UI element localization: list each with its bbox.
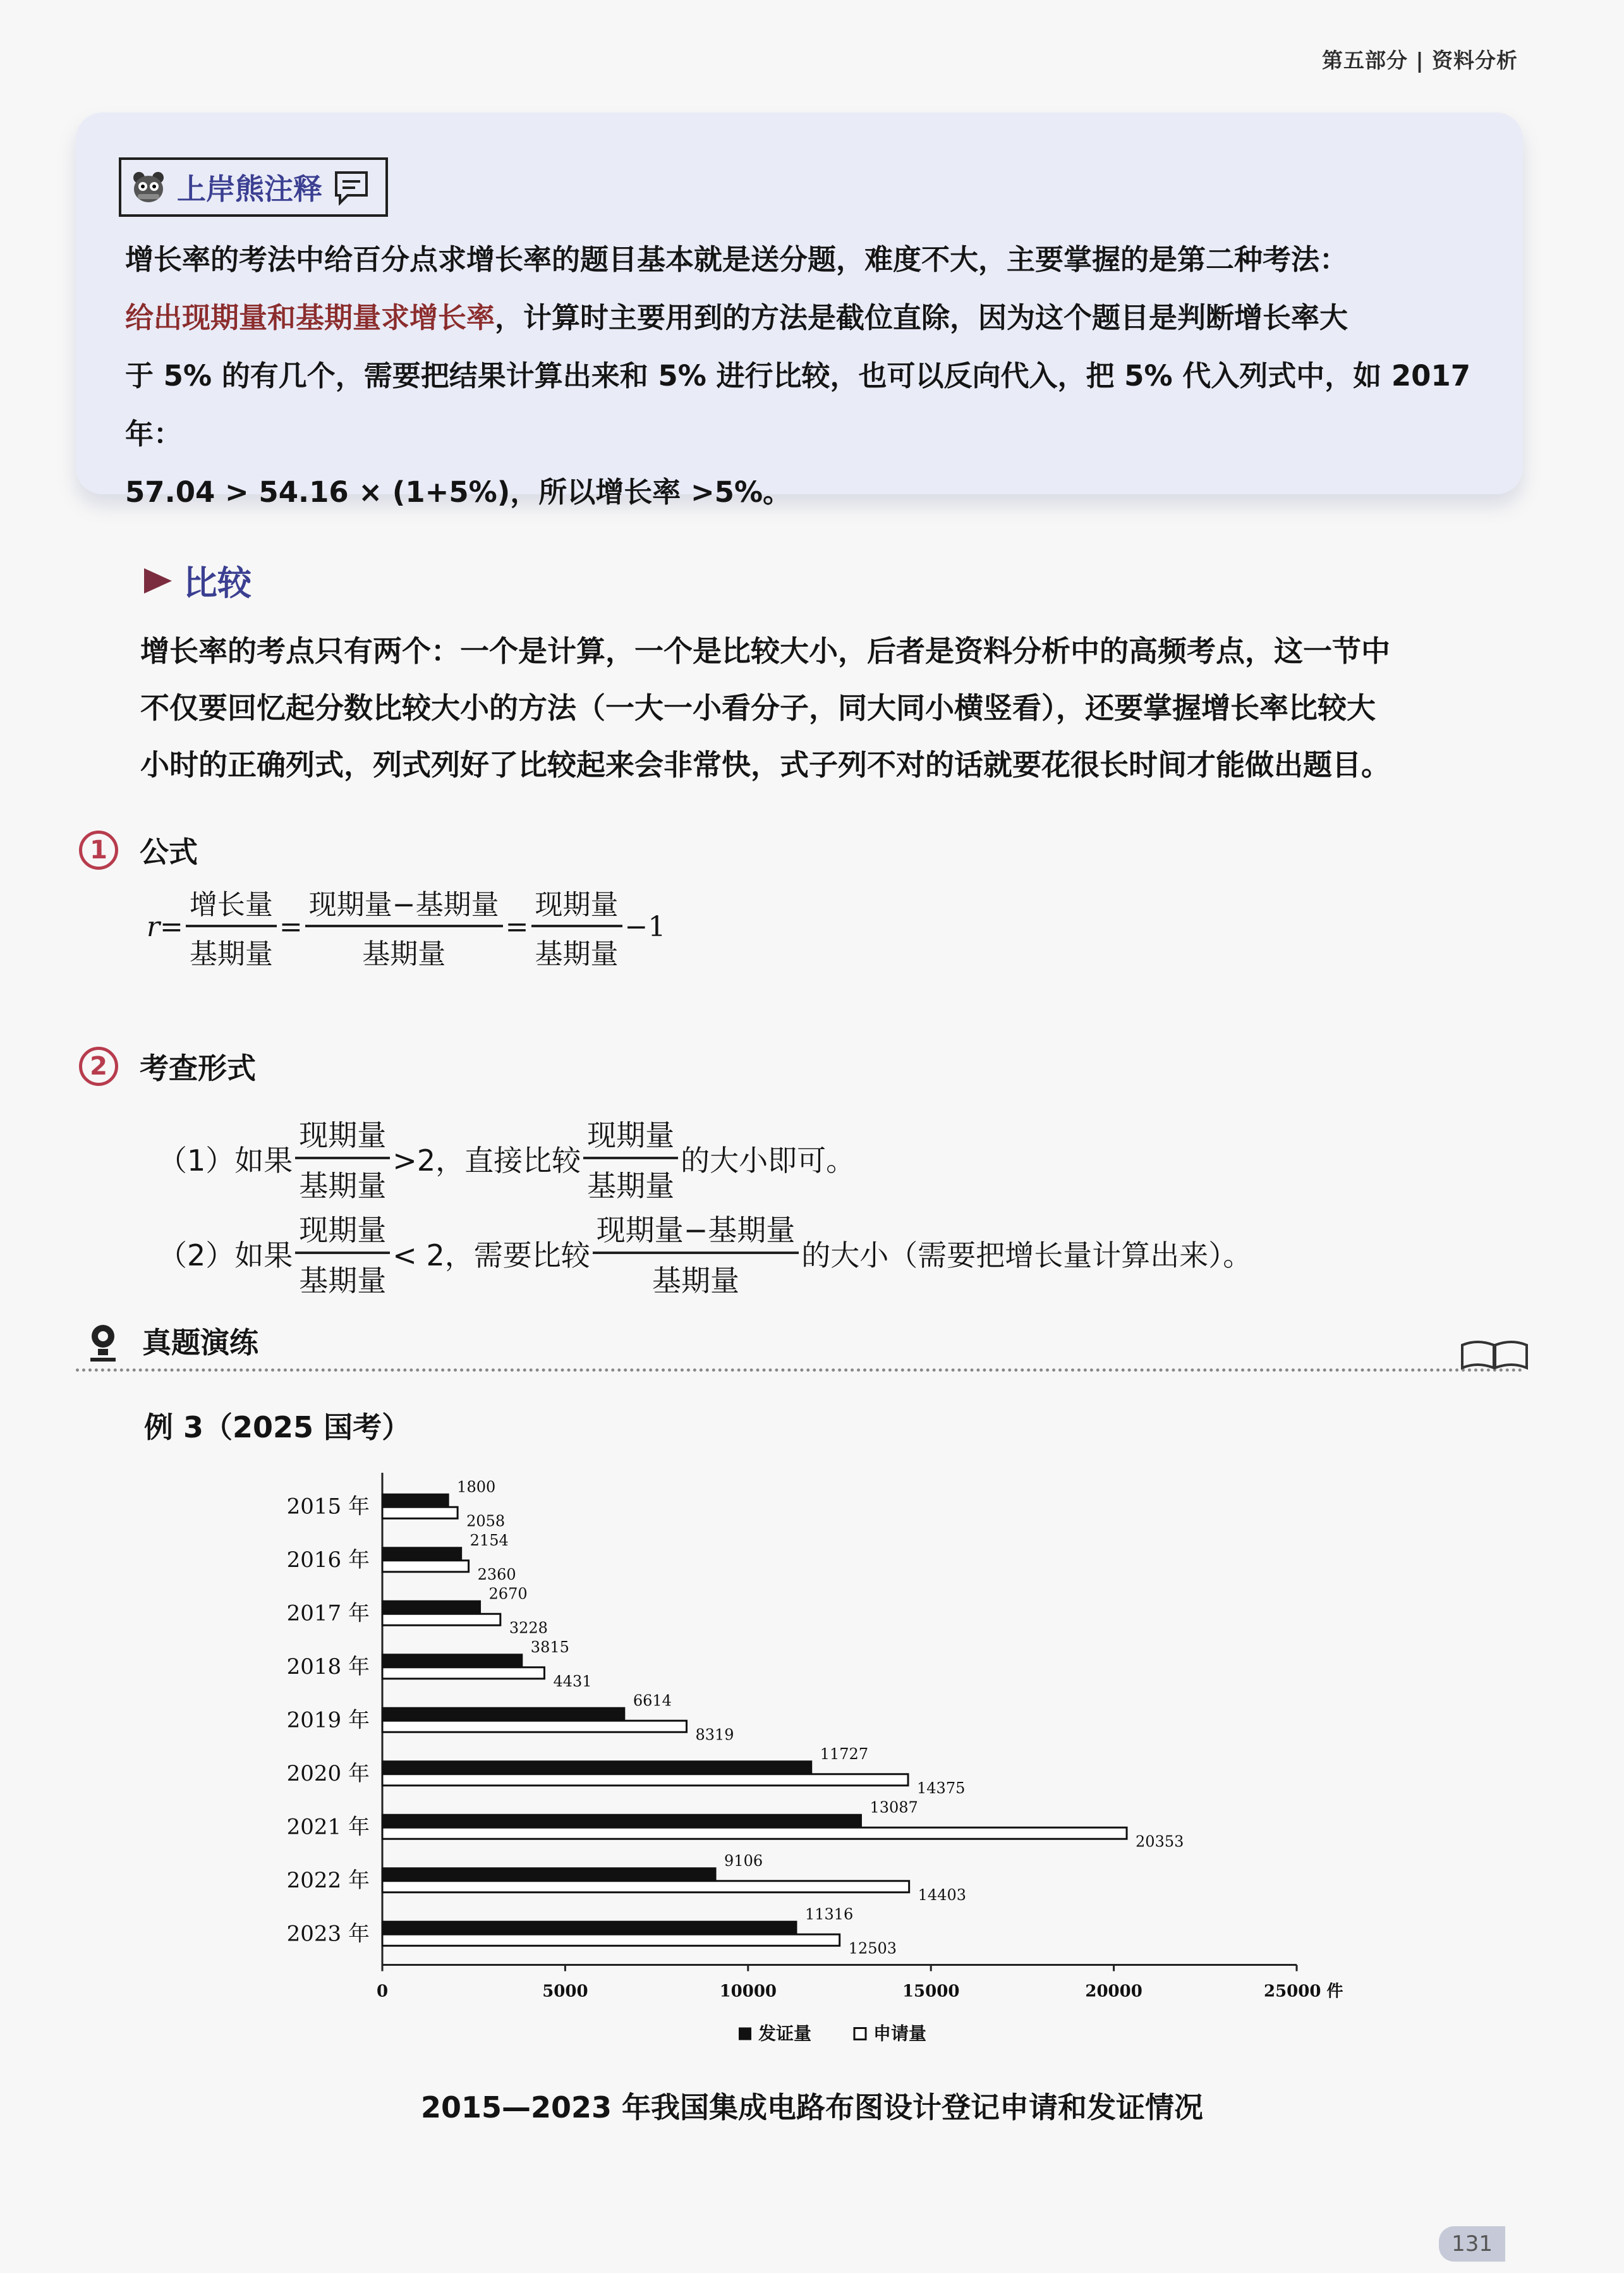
legend-swatch-issued xyxy=(739,2028,751,2040)
bar-issued xyxy=(382,1922,796,1933)
paragraph-line-2: 不仅要回忆起分数比较大小的方法（一大一小看分子，同大同小横竖看），还要掌握增长率比较大 xyxy=(140,691,1376,725)
section-title xyxy=(144,556,251,605)
formula-eq-1: = xyxy=(160,910,183,943)
data-label-issued: 6614 xyxy=(633,1691,672,1710)
bar-applied xyxy=(382,1934,840,1946)
category-label: 2016 年 xyxy=(286,1547,370,1573)
fraction-1-den: 基期量 xyxy=(189,938,273,970)
note-title-badge xyxy=(119,157,388,217)
form-item-1-frac-den: 基期量 xyxy=(299,1169,387,1203)
bar-issued xyxy=(382,1548,461,1559)
form-item-2-frac-den: 基期量 xyxy=(299,1264,387,1298)
form-item-2-mid: < 2，需要比较 xyxy=(392,1238,590,1272)
form-item-2-frac-num: 现期量 xyxy=(295,1207,390,1254)
bar-issued xyxy=(382,1762,811,1773)
fraction-3-num: 现期量 xyxy=(531,882,622,927)
triangle-marker-icon xyxy=(144,568,172,594)
form-item-1-suffix: 的大小即可。 xyxy=(681,1143,856,1178)
bar-issued xyxy=(382,1655,522,1666)
note-title-wrap xyxy=(119,158,388,216)
paragraph-line-1: 增长率的考点只有两个：一个是计算，一个是比较大小，后者是资料分析中的高频考点，这一节中 xyxy=(140,634,1390,668)
note-line-4: 57.04 > 54.16 × (1+5%)，所以增长率 >5%。 xyxy=(125,475,792,509)
bar-applied xyxy=(382,1827,1127,1839)
data-label-issued: 2154 xyxy=(470,1531,509,1549)
section-header: 第五部分 | 资料分析 xyxy=(1321,48,1518,73)
fraction-2-num: 现期量−基期量 xyxy=(305,882,503,927)
chat-icon xyxy=(332,169,370,205)
data-label-applied: 8319 xyxy=(695,1726,734,1744)
formula-eq-3: = xyxy=(505,910,529,943)
forms-heading xyxy=(79,1045,256,1087)
category-label: 2018 年 xyxy=(286,1654,370,1679)
note-highlight: 给出现期量和基期量求增长率 xyxy=(125,301,495,334)
form-item-2-suffix: 的大小（需要把增长量计算出来）。 xyxy=(801,1238,1252,1272)
form-item-1-frac-2 xyxy=(583,1112,678,1205)
fraction-2-den: 基期量 xyxy=(362,938,446,970)
data-label-issued: 2670 xyxy=(488,1585,528,1603)
bar-chart xyxy=(0,1454,1624,2054)
bar-applied xyxy=(382,1561,469,1572)
data-label-applied: 4431 xyxy=(553,1672,592,1690)
lightbulb-icon xyxy=(85,1321,121,1364)
note-text xyxy=(125,231,1490,521)
data-label-applied: 2058 xyxy=(466,1512,506,1530)
form-item-1-frac-num: 现期量 xyxy=(295,1112,390,1159)
data-label-applied: 3228 xyxy=(509,1619,548,1637)
growth-rate-formula xyxy=(147,882,665,972)
data-label-applied: 14403 xyxy=(918,1886,967,1904)
forms-title: 考查形式 xyxy=(140,1051,256,1085)
chart-caption: 2015—2023 年我国集成电路布图设计登记申请和发证情况 xyxy=(420,2090,1204,2124)
practice-divider xyxy=(76,1368,1523,1372)
open-book-icon xyxy=(1460,1339,1529,1370)
data-label-applied: 2360 xyxy=(477,1565,516,1583)
data-label-issued: 13087 xyxy=(870,1798,918,1817)
note-line-2 xyxy=(125,289,1490,347)
x-tick-label: 10000 xyxy=(719,1982,777,2001)
form-item-2-frac-2-den: 基期量 xyxy=(651,1264,739,1298)
circled-number-1: 1 xyxy=(79,831,118,870)
data-label-applied: 14375 xyxy=(917,1779,966,1797)
x-tick-label: 20000 xyxy=(1085,1982,1142,2001)
circled-number-2: 2 xyxy=(79,1047,118,1086)
legend-swatch-applied xyxy=(854,2028,866,2040)
legend-label-issued: 发证量 xyxy=(758,2023,812,2044)
bar-issued xyxy=(382,1601,480,1612)
form-item-1-prefix: （1）如果 xyxy=(158,1143,293,1178)
data-label-applied: 12503 xyxy=(848,1939,897,1958)
formula-eq-2: = xyxy=(279,910,303,943)
formula-heading xyxy=(79,829,198,871)
note-line-1: 增长率的考法中给百分点求增长率的题目基本就是送分题，难度不大，主要掌握的是第二种考法： xyxy=(125,243,1348,276)
formula-r: r xyxy=(147,910,161,943)
section-title-text: 比较 xyxy=(183,563,251,603)
fraction-3 xyxy=(531,882,622,972)
section-paragraph xyxy=(140,623,1530,793)
example-label: 例 3（2025 国考） xyxy=(144,1410,411,1444)
x-tick-label: 5000 xyxy=(542,1982,588,2001)
form-item-1-frac-2-num: 现期量 xyxy=(583,1112,678,1159)
note-title: 上岸熊注释 xyxy=(177,172,322,206)
bear-icon xyxy=(130,169,167,205)
fraction-1 xyxy=(186,882,277,972)
paragraph-line-3: 小时的正确列式，列式列好了比较起来会非常快，式子列不对的话就要花很长时间才能做出题目。 xyxy=(140,748,1390,782)
bar-issued xyxy=(382,1868,715,1880)
data-label-issued: 9106 xyxy=(724,1851,763,1870)
form-item-2-frac-2-num: 现期量−基期量 xyxy=(593,1207,799,1254)
category-label: 2022 年 xyxy=(286,1867,370,1893)
note-line-3: 于 5% 的有几个，需要把结果计算出来和 5% 进行比较，也可以反向代入，把 5% 代入列式中，如 2017 年： xyxy=(125,359,1471,451)
practice-title: 真题演练 xyxy=(142,1325,258,1360)
form-item-1-frac xyxy=(295,1112,390,1205)
form-item-1-frac-2-den: 基期量 xyxy=(587,1169,675,1203)
formula-minus-one: −1 xyxy=(624,910,666,943)
fraction-1-num: 增长量 xyxy=(186,882,277,927)
bar-applied xyxy=(382,1774,908,1786)
data-label-applied: 20353 xyxy=(1136,1832,1184,1851)
data-label-issued: 11727 xyxy=(820,1745,869,1763)
data-label-issued: 11316 xyxy=(804,1905,854,1923)
page-number: 131 xyxy=(1439,2226,1505,2262)
bar-issued xyxy=(382,1708,624,1719)
category-label: 2015 年 xyxy=(286,1494,370,1520)
bar-applied xyxy=(382,1881,909,1892)
form-item-2-frac-2 xyxy=(593,1207,799,1300)
category-label: 2020 年 xyxy=(286,1760,370,1786)
bar-applied xyxy=(382,1721,687,1732)
note-line-2-rest: ，计算时主要用到的方法是截位直除，因为这个题目是判断增长率大 xyxy=(495,301,1348,334)
category-label: 2019 年 xyxy=(286,1707,370,1733)
form-item-2 xyxy=(158,1207,1252,1300)
bar-applied xyxy=(382,1507,458,1518)
legend-label-applied: 申请量 xyxy=(873,2023,927,2044)
category-label: 2023 年 xyxy=(286,1921,370,1947)
category-label: 2017 年 xyxy=(286,1600,370,1626)
fraction-2 xyxy=(305,882,503,972)
form-item-1 xyxy=(158,1112,855,1205)
bar-applied xyxy=(382,1667,544,1679)
x-tick-label: 15000 xyxy=(902,1982,960,2001)
bar-applied xyxy=(382,1614,500,1625)
bar-issued xyxy=(382,1815,861,1826)
form-item-2-frac xyxy=(295,1207,390,1300)
form-item-1-mid: >2，直接比较 xyxy=(392,1143,581,1178)
data-label-issued: 1800 xyxy=(457,1478,496,1496)
data-label-issued: 3815 xyxy=(530,1638,569,1656)
fraction-3-den: 基期量 xyxy=(535,938,619,970)
x-tick-label: 25000 件 xyxy=(1264,1982,1343,2001)
x-tick-label: 0 xyxy=(376,1982,389,2001)
formula-title: 公式 xyxy=(140,835,198,869)
category-label: 2021 年 xyxy=(286,1814,370,1840)
form-item-2-prefix: （2）如果 xyxy=(158,1238,293,1272)
bar-issued xyxy=(382,1494,448,1506)
